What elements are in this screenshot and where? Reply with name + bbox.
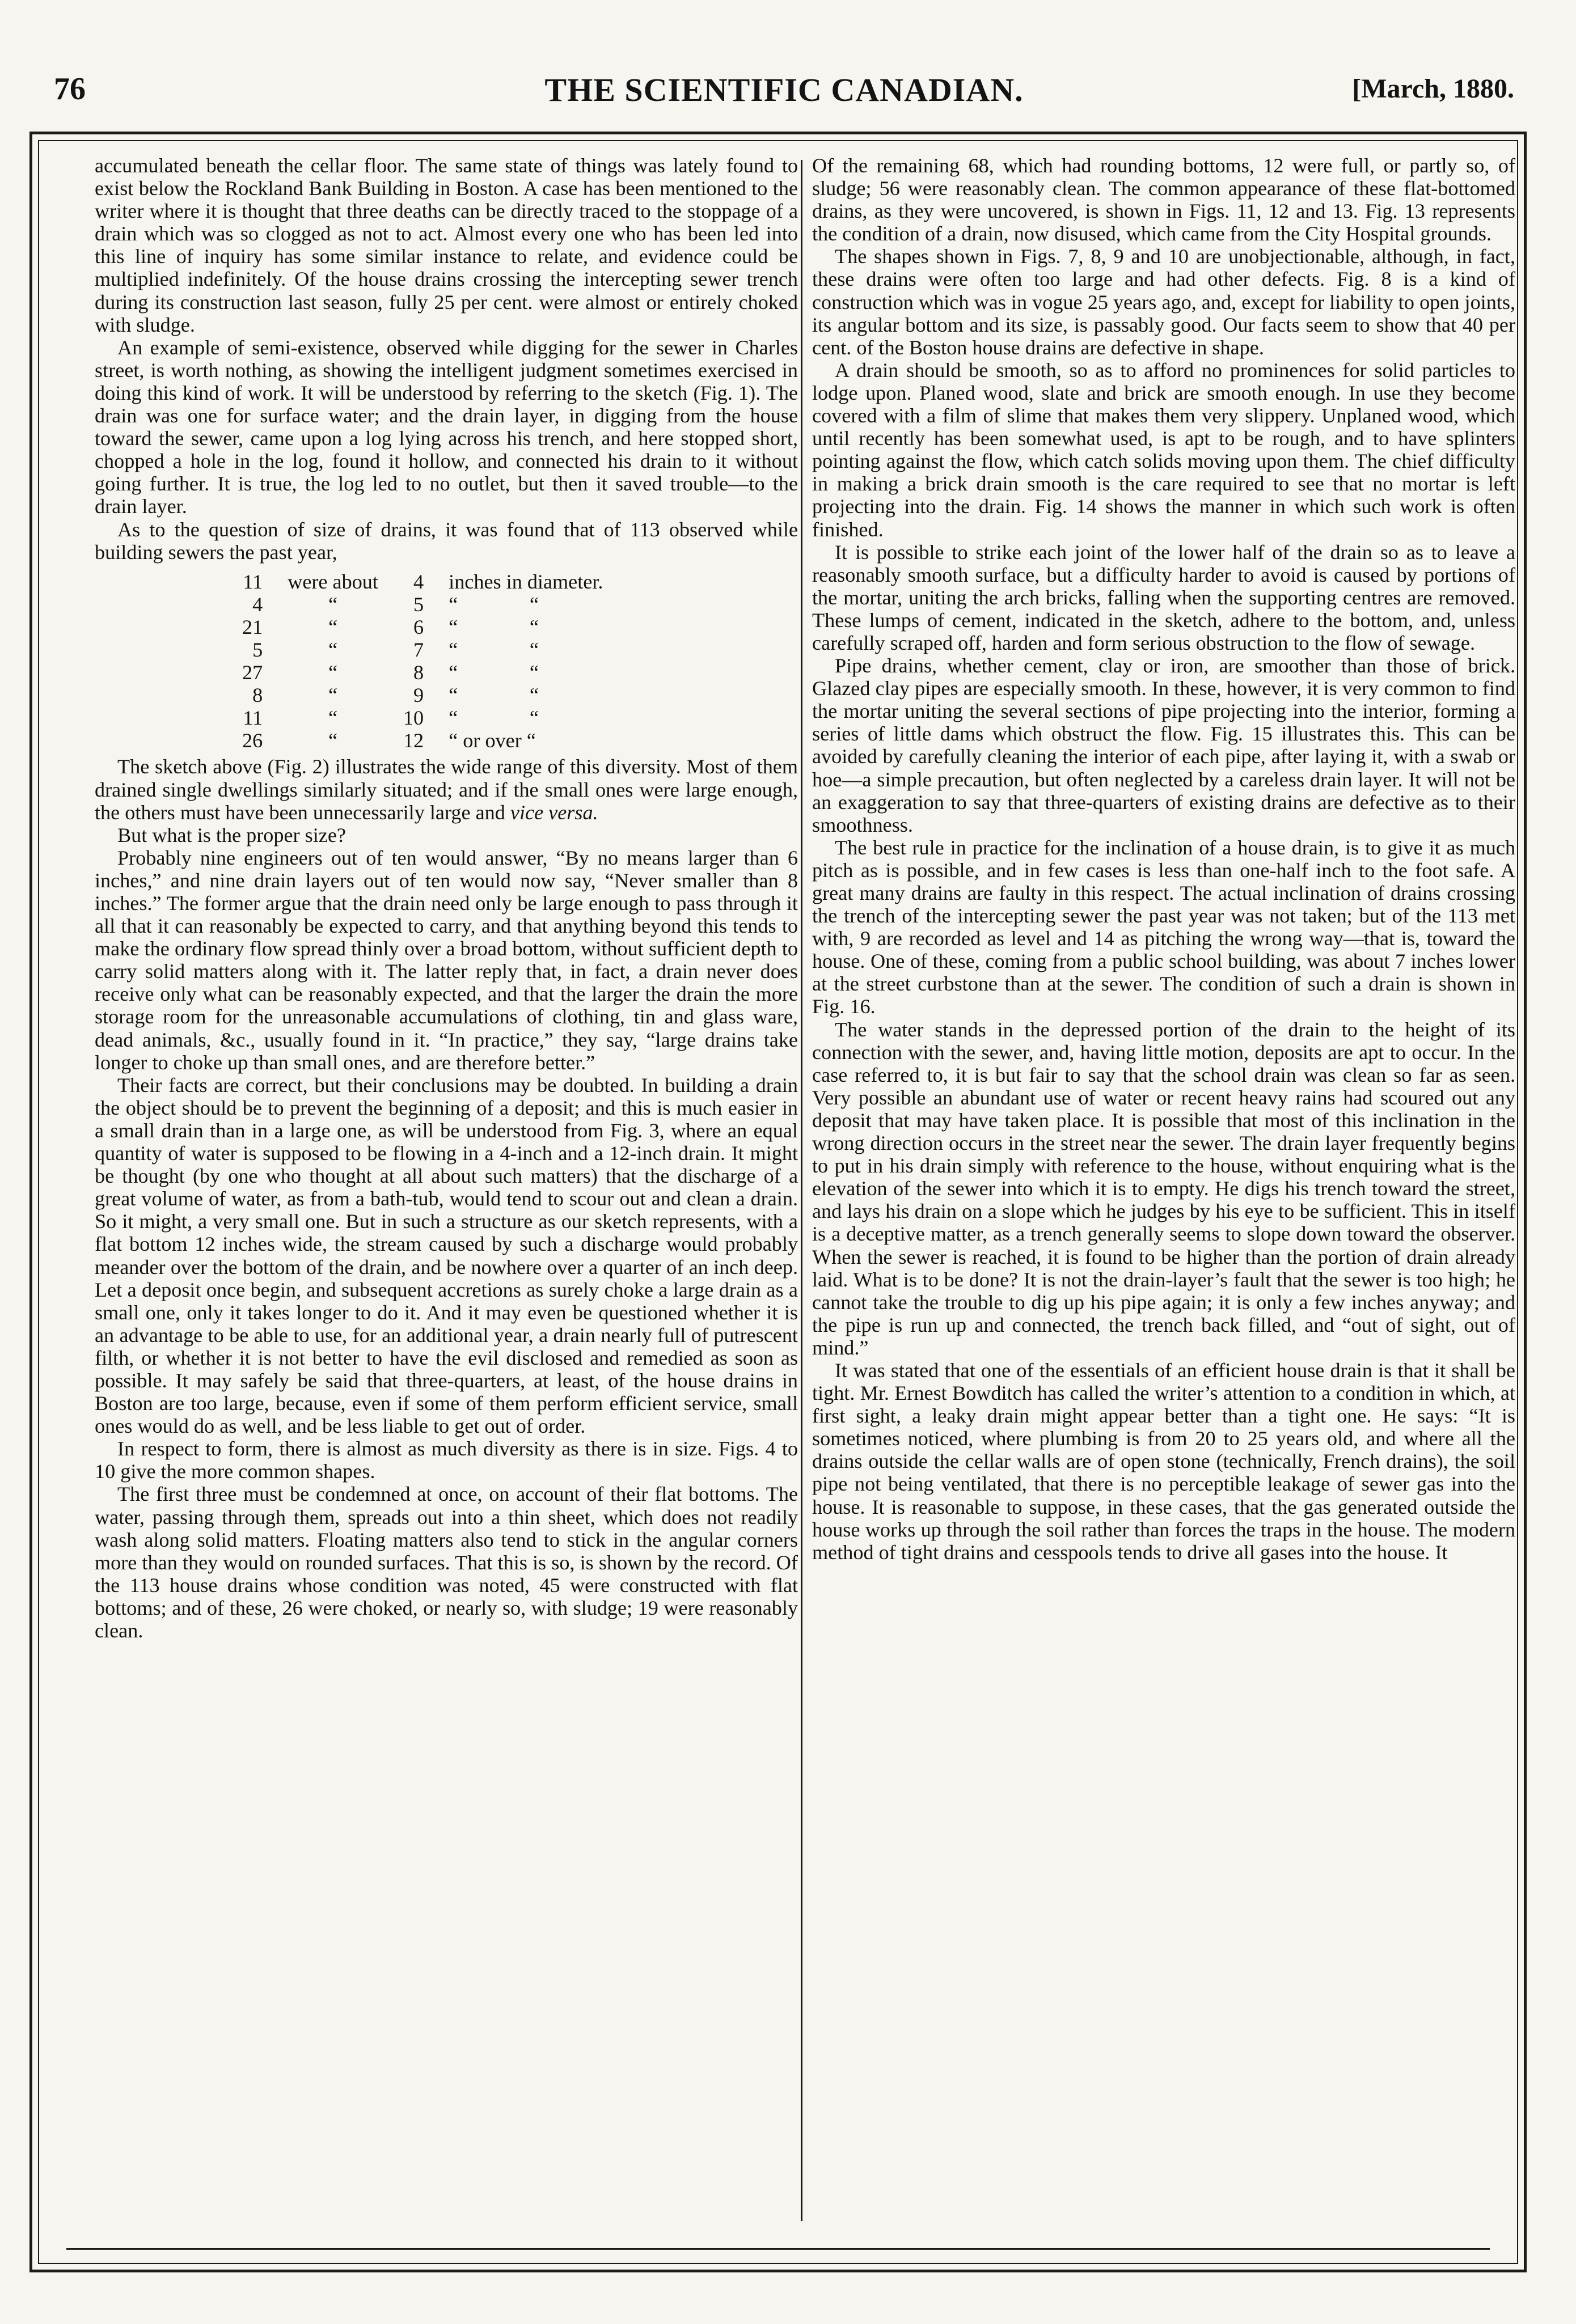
paragraph: A drain should be smooth, so as to afford no prominences for solid particles to lodge upon. Planed wood, slate and brick are smooth enough. In use they become covered with a film of slime that makes them very slippery. Unplaned wood, which until recently has been somewhat used, is apt to be rough, and to have splinters pointing against the flow, which catch solids moving upon them. The chief difficulty in making a brick drain smooth is the care required to see that no mortar is left projecting into the drain. Fig. 14 shows the manner in which such work is often finished.: [812, 358, 1515, 541]
tail-cell: “ “: [449, 706, 539, 730]
paragraph: Of the remaining 68, which had rounding bottoms, 12 were full, or partly so, of sludge; 56 were reasonably clean. The common appearance of these flat-bottomed drains, as they were uncovered, is shown in Figs. 11, 12 and 13. Fig. 13 represents the condition of a drain, now disused, which came from the City Hospital grounds.: [812, 154, 1515, 245]
italic-phrase: vice versa.: [510, 801, 598, 824]
paragraph: The best rule in practice for the inclination of a house drain, is to give it as much pitch as is possible, and in few cases is less than one-half inch to the foot safe. A great many drains are faulty in this respect. The actual inclination of drains crossing the trench of the intercepting sewer the past year was not taken; but of the 113 met with, 9 are recorded as level and 14 as pitching the wrong way—that is, toward the house. One of these, coming from a public school building, was about 7 inches lower at the street curbstone than at the sewer. The condition of such a drain is shown in Fig. 16.: [812, 836, 1515, 1018]
count-cell: 26: [242, 729, 263, 752]
count-cell: 4: [252, 592, 263, 616]
paragraph: Their facts are correct, but their conclusions may be doubted. In building a drain the object should be to prevent the beginning of a deposit; and this is much easier in a small drain than in a large one, as will be understood from Fig. 3, where an equal quantity of water is supposed to be flowing in a 4-inch and a 12-inch drain. It might be thought (by one who thought at all about such matters) that the discharge of a great volume of water, as from a bath-tub, would tend to scour out and clean a drain. So it might, a very small one. But in such a structure as our sketch represents, with a flat bottom 12 inches wide, the stream caused by such a discharge would probably meander over the bottom of the drain, and be nowhere over a quarter of an inch deep. Let a deposit once begin, and subsequent accretions as surely choke a large drain as a small one, only it takes longer to do it. And it may even be questioned whether it is an advantage to be able to use, for an additional year, a drain nearly full of putrescent filth, or whether it is not better to have the evil disclosed and remedied as soon as possible. It may safely be said that three-quarters, at least, of the house drains in Boston are too large, because, even if some of them perform efficient service, small ones would do as well, and be less liable to get out of order.: [95, 1073, 798, 1438]
paragraph-text: The sketch above (Fig. 2) illustrates the wide range of this diversity. Most of them drained single dwellings similarly situated; and if the small ones were large enough, the others must have been unnecessarily large and: [95, 755, 798, 824]
inches-cell: 8: [413, 661, 424, 684]
tail-cell: “ or over “: [449, 729, 536, 752]
paragraph: It was stated that one of the essentials of an efficient house drain is that it shall be tight. Mr. Ernest Bowditch has called the writer’s attention to a condition in which, at first sight, a leaky drain might appear better than a tight one. He says: “It is sometimes noticed, where plumbing is from 20 to 25 years old, and where all the drains outside the cellar walls are of open stone (technically, French drains), the soil pipe not being ventilated, that there is no perceptible leakage of sewer gas into the house. It is reasonable to suppose, in these cases, that the gas generated outside the house works up through the soil rather than forces the traps in the house. The modern method of tight drains and cesspools tends to drive all gases into the house. It: [812, 1358, 1515, 1564]
table-row: [236, 638, 609, 661]
count-cell: 27: [242, 661, 263, 684]
count-cell: 21: [242, 615, 263, 638]
table-row: [236, 684, 609, 706]
tail-cell: “ “: [449, 615, 539, 638]
tail-cell: “ “: [449, 661, 539, 684]
table-row: [236, 661, 609, 684]
paragraph: The shapes shown in Figs. 7, 8, 9 and 10 are unobjectionable, although, in fact, these drains were often too large and had other defects. Fig. 8 is a kind of construction which was in vogue 25 years ago, and, except for liability to open joints, its angular bottom and its size, is passably good. Our facts seem to show that 40 per cent. of the Boston house drains are defective in shape.: [812, 245, 1515, 359]
paragraph: Probably nine engineers out of ten would answer, “By no means larger than 6 inches,” and nine drain layers out of ten would now say, “Never smaller than 8 inches.” The former argue that the drain need only be large enough to pass through it all that it can reasonably be expected to carry, and that anything beyond this tends to make the ordinary flow spread thinly over a broad bottom, without sufficient depth to carry solid matters along with it. The latter reply that, in fact, a drain never does receive only what can be reasonably expected, and that the larger the drain the more storage room for the unreasonable accumulations of clothing, tin and glass ware, dead animals, &c., usually found in it. “In practice,” they say, “large drains take longer to choke up than small ones, and are therefore better.”: [95, 846, 798, 1074]
count-cell: 8: [252, 684, 263, 707]
count-cell: 5: [252, 638, 263, 661]
issue-date: [March, 1880.: [1352, 74, 1514, 104]
table-row: [236, 616, 609, 638]
page-frame: [29, 132, 1527, 2272]
left-column: [95, 154, 798, 1642]
tail-cell: “ “: [449, 592, 539, 616]
drain-size-table: [236, 570, 609, 752]
paragraph: [95, 755, 798, 823]
paragraph: As to the question of size of drains, it was found that of 113 observed while building sewers the past year,: [95, 518, 798, 564]
inches-cell: 12: [403, 729, 424, 752]
table-row: [236, 593, 609, 616]
label-cell: “: [328, 592, 338, 616]
paragraph: accumulated beneath the cellar floor. The same state of things was lately found to exist below the Rockland Bank Building in Boston. A case has been mentioned to the writer where it is thought that three deaths can be directly traced to the stoppage of a drain which was so clogged as not to act. Almost every one who has been led into this line of inquiry has some similar instance to relate, and evidence could be multiplied indefinitely. Of the house drains crossing the intercepting sewer trench during its construction last season, fully 25 per cent. were almost or entirely choked with sludge.: [95, 154, 798, 336]
table-row: [236, 729, 609, 752]
paragraph: The first three must be condemned at once, on account of their flat bottoms. The water, passing through them, spreads out into a thin sheet, which does not readily wash along solid matters. Floating matters also tend to stick in the angular corners more than they would on rounded surfaces. That this is so, is shown by the record. Of the 113 house drains whose condition was noted, 45 were constructed with flat bottoms; and of these, 26 were choked, or nearly so, with sludge; 19 were reasonably clean.: [95, 1483, 798, 1642]
table-row: [236, 706, 609, 729]
tail-cell: “ “: [449, 684, 539, 707]
journal-title: THE SCIENTIFIC CANADIAN.: [544, 71, 1024, 108]
inches-cell: 10: [403, 706, 424, 730]
inches-cell: 5: [413, 592, 424, 616]
right-column: [812, 154, 1515, 1564]
count-cell: 11: [243, 570, 263, 593]
paragraph: In respect to form, there is almost as much diversity as there is in size. Figs. 4 to 10 give the more common shapes.: [95, 1437, 798, 1483]
inches-cell: 6: [413, 615, 424, 638]
label-cell: “: [328, 638, 338, 661]
label-cell: were about: [288, 570, 378, 593]
paragraph: An example of semi-existence, observed while digging for the sewer in Charles street, is worth nothing, as showing the intelligent judgment sometimes exercised in doing this kind of work. It will be understood by referring to the sketch (Fig. 1). The drain was one for surface water; and the drain layer, in digging from the house toward the sewer, came upon a log lying across his trench, and here stopped short, chopped a hole in the log, found it hollow, and connected his drain to it without going further. It is true, the log led to no outlet, but then it saved trouble—to the drain layer.: [95, 336, 798, 518]
paragraph: But what is the proper size?: [117, 823, 346, 846]
inches-cell: 9: [413, 684, 424, 707]
paragraph: It is possible to strike each joint of the lower half of the drain so as to leave a reasonably smooth surface, but a difficulty harder to avoid is caused by portions of the mortar, uniting the arch bricks, falling when the supporting centres are removed. These lumps of cement, indicated in the sketch, adhere to the bottom, and, unless carefully scraped off, harden and form serious obstruction to the flow of sewage.: [812, 540, 1515, 654]
page-header: [54, 71, 1514, 125]
tail-cell: inches in diameter.: [449, 570, 603, 593]
tail-cell: “ “: [449, 638, 539, 661]
page-number: 76: [54, 71, 86, 107]
column-divider: [801, 160, 802, 2221]
table-row: [236, 570, 609, 593]
label-cell: “: [328, 706, 338, 730]
label-cell: “: [328, 661, 338, 684]
label-cell: “: [328, 615, 338, 638]
inches-cell: 4: [413, 570, 424, 593]
label-cell: “: [328, 729, 338, 752]
inches-cell: 7: [413, 638, 424, 661]
count-cell: 11: [243, 706, 263, 730]
footer-rule: [66, 2248, 1490, 2250]
label-cell: “: [328, 684, 338, 707]
paragraph: The water stands in the depressed portion of the drain to the height of its connection with the sewer, and, having little motion, deposits are apt to occur. In the case referred to, it is but fair to say that the school drain was clean so far as seen. Very possible an abundant use of water or recent heavy rains had scoured out any deposit that may have taken place. It is possible that most of this inclination in the wrong direction occurs in the street near the sewer. The drain layer frequently begins to put in his drain simply with reference to the house, without enquiring what is the elevation of the sewer into which it is to empty. He digs his trench toward the street, and lays his drain on a slope which he judges by his eye to be sufficient. This in itself is a deceptive matter, as a trench generally seems to slope down toward the observer. When the sewer is reached, it is found to be higher than the portion of drain already laid. What is to be done? It is not the drain-layer’s fault that the sewer is too high; he cannot take the trouble to dig up his pipe again; it is only a few inches anyway; and the pipe is run up and connected, the trench back filled, and “out of sight, out of mind.”: [812, 1018, 1515, 1359]
paragraph: Pipe drains, whether cement, clay or iron, are smoother than those of brick. Glazed clay pipes are especially smooth. In these, however, it is very common to find the mortar uniting the several sections of pipe projecting into the interior, forming a series of little dams which obstruct the flow. Fig. 15 illustrates this. This can be avoided by carefully cleaning the interior of each pipe, after laying it, with a swab or hoe—a simple precaution, but often neglected by a careless drain layer. It will not be an exaggeration to say that three-quarters of existing drains are defective as to their smoothness.: [812, 654, 1515, 836]
